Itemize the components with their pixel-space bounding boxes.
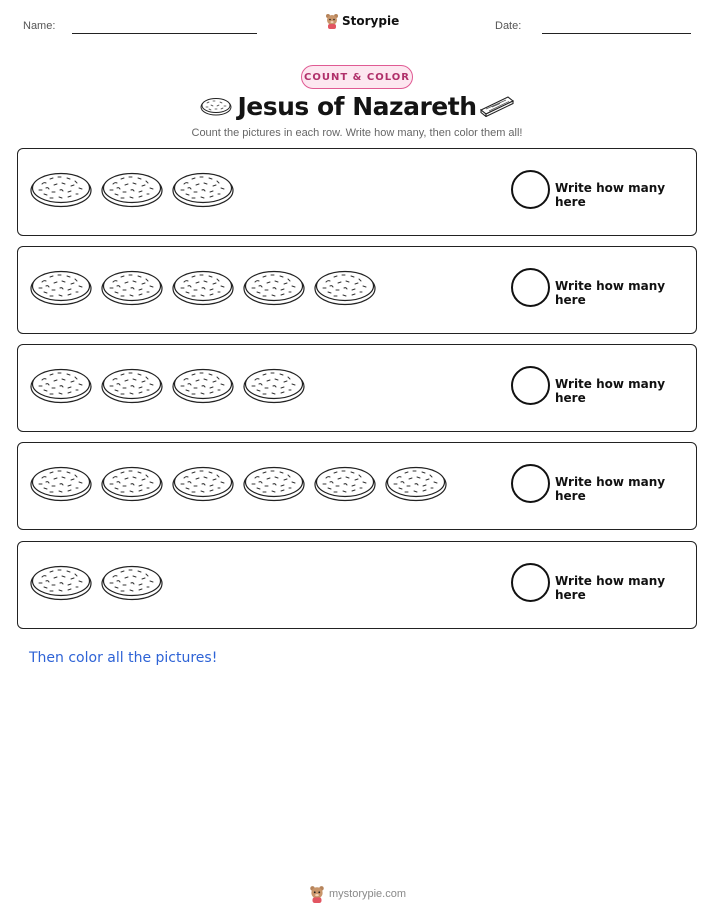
answer-circle[interactable] xyxy=(511,464,550,503)
flatbread-icon xyxy=(30,562,92,602)
answer-circle[interactable] xyxy=(511,268,550,307)
counting-row-5 xyxy=(17,541,697,629)
flatbread-icon xyxy=(385,463,447,503)
answer-circle[interactable] xyxy=(511,170,550,209)
answer-label: Write how many here xyxy=(555,377,666,405)
flatbread-icon xyxy=(30,169,92,209)
flatbread-icon xyxy=(30,267,92,307)
answer-label: Write how many here xyxy=(555,181,666,209)
color-instruction: Then color all the pictures! xyxy=(29,650,218,666)
flatbread-icon xyxy=(314,267,376,307)
counting-row-1 xyxy=(17,148,697,236)
counting-row-2 xyxy=(17,246,697,334)
flatbread-icon xyxy=(243,365,305,405)
flatbread-icon xyxy=(243,463,305,503)
brand-name: Storypie xyxy=(342,14,400,28)
picture-group xyxy=(30,169,234,209)
brand-logo xyxy=(325,13,399,29)
date-write-line[interactable] xyxy=(542,33,691,34)
flatbread-icon xyxy=(101,562,163,602)
flatbread-icon xyxy=(30,463,92,503)
answer-label: Write how many here xyxy=(555,475,666,503)
picture-group xyxy=(30,267,376,307)
flatbread-icon xyxy=(172,365,234,405)
name-label: Name: xyxy=(23,20,56,32)
answer-label: Write how many here xyxy=(555,574,666,602)
flatbread-icon xyxy=(101,365,163,405)
page-title: Jesus of Nazareth xyxy=(237,92,477,121)
wood-plank-icon xyxy=(478,93,516,117)
flatbread-icon xyxy=(101,169,163,209)
picture-group xyxy=(30,365,305,405)
bear-mascot-icon xyxy=(325,13,339,29)
answer-label: Write how many here xyxy=(555,279,666,307)
flatbread-icon xyxy=(172,463,234,503)
name-write-line[interactable] xyxy=(72,33,257,34)
instructions: Count the pictures in each row. Write how many, then color them all! xyxy=(191,127,523,139)
count-color-badge: COUNT & COLOR xyxy=(301,65,413,89)
answer-circle[interactable] xyxy=(511,563,550,602)
footer-brand xyxy=(309,885,406,903)
flatbread-icon xyxy=(101,463,163,503)
flatbread-icon xyxy=(243,267,305,307)
counting-row-4 xyxy=(17,442,697,530)
picture-group xyxy=(30,463,447,503)
flatbread-icon xyxy=(172,169,234,209)
flatbread-icon xyxy=(314,463,376,503)
flatbread-icon xyxy=(30,365,92,405)
picture-group xyxy=(30,562,163,602)
counting-row-3 xyxy=(17,344,697,432)
date-label: Date: xyxy=(495,20,522,32)
footer-url: mystorypie.com xyxy=(329,888,407,900)
answer-circle[interactable] xyxy=(511,366,550,405)
flatbread-icon xyxy=(172,267,234,307)
bear-mascot-icon xyxy=(309,885,325,903)
flatbread-icon xyxy=(101,267,163,307)
